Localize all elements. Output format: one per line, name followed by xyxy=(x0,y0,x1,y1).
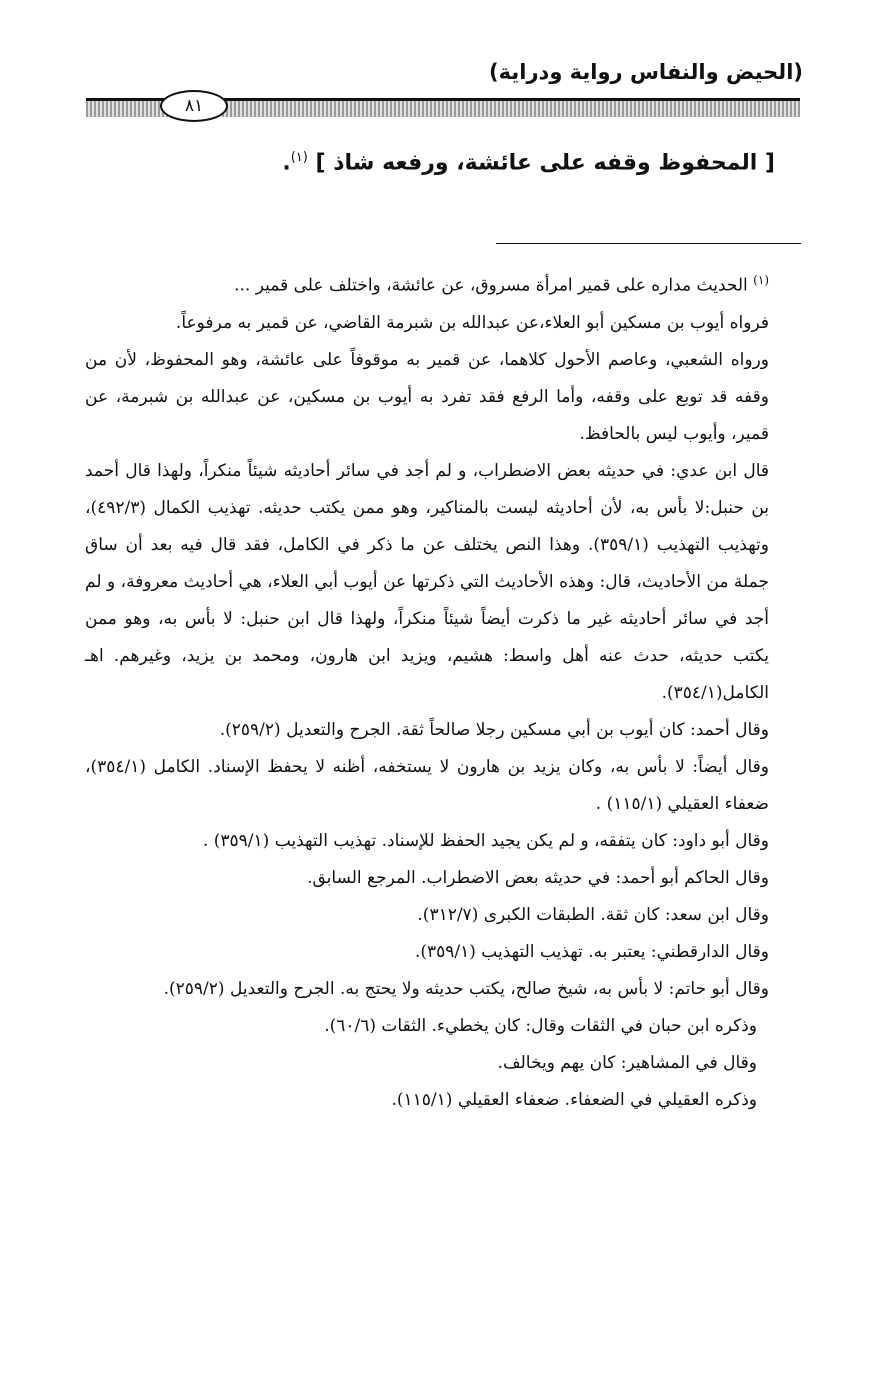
running-header: (الحيض والنفاس رواية ودراية) xyxy=(489,60,803,84)
statement-text: [ المحفوظ وقفه على عائشة، ورفعه شاذ ] xyxy=(315,150,775,176)
footnote-paragraph: قال ابن عدي: في حديثه بعض الاضطراب، و لم أجد في سائر أحاديثه شيئاً منكراً، ولهذا قال أحمد بن حنبل:لا بأس به، لأن أحاديثه ليست بالمناكير، وهو ممن يكتب حديثه. تهذيب الكمال (٤٩٢/٣)، وتهذيب التهذيب (٣٥٩/١). وهذا النص يختلف عن ما ذكر في الكامل، فقد قال فيه بعد أن ساق جملة من الأحاديث، قال: وهذه الأحاديث التي ذكرتها عن أيوب أبي العلاء، هي أحاديث معروفة، و لم أجد في سائر أحاديثه غير ما ذكرت أيضاً شيئاً منكراً، ولهذا قال ابن حنبل: لا بأس به، وهو ممن يكتب حديثه، حدث عنه أهل واسط: هشيم، ويزيد ابن هارون، ومحمد بن يزيد، وغيرهم. اهـ الكامل(٣٥٤/١). xyxy=(85,460,770,703)
footnote-paragraph: فرواه أيوب بن مسكين أبو العلاء،عن عبدالله بن شبرمة القاضي، عن قمير به مرفوعاً. xyxy=(175,312,769,333)
footnote-reference: (١) xyxy=(290,150,308,165)
footnote-paragraph: وذكره العقيلي في الضعفاء. ضعفاء العقيلي (١١٥/١). xyxy=(391,1089,757,1110)
footnote-paragraph: وقال الدارقطني: يعتبر به. تهذيب التهذيب (٣٥٩/١). xyxy=(414,941,769,962)
statement-period: . xyxy=(282,150,291,176)
footnote-paragraph: وقال أبو حاتم: لا بأس به، شيخ صالح، يكتب حديثه ولا يحتج به. الجرح والتعديل (٢٥٩/٢). xyxy=(163,978,769,999)
footnote-separator xyxy=(496,243,801,244)
footnote-paragraph-text: الحديث مداره على قمير امرأة مسروق، عن عائشة، واختلف على قمير ... xyxy=(234,275,748,296)
footnote-paragraph: وقال أبو داود: كان يتفقه، و لم يكن يجيد الحفظ للإسناد. تهذيب التهذيب (٣٥٩/١) . xyxy=(202,830,769,851)
footnote-paragraph xyxy=(85,262,803,305)
footnote-paragraph: وقال ابن سعد: كان ثقة. الطبقات الكبرى (٣١٢/٧). xyxy=(417,904,769,925)
footnote-block xyxy=(85,262,803,1119)
footnote-paragraph: وقال أيضاً: لا بأس به، وكان يزيد بن هارون لا يستخفه، أظنه لا يحفظ الإسناد. الكامل (٣٥٤/١)، ضعفاء العقيلي (١١٥/١) . xyxy=(85,756,769,814)
main-statement xyxy=(282,150,775,175)
footnote-paragraph: وقال في المشاهير: كان يهم ويخالف. xyxy=(497,1052,757,1073)
page-number: ٨١ xyxy=(160,90,228,122)
footnote-marker: (١) xyxy=(753,273,769,287)
footnote-paragraph: وقال الحاكم أبو أحمد: في حديثه بعض الاضطراب. المرجع السابق. xyxy=(307,867,769,888)
footnote-paragraph: وذكره ابن حبان في الثقات وقال: كان يخطيء. الثقات (٦٠/٦). xyxy=(324,1015,757,1036)
footnote-paragraph: ورواه الشعبي، وعاصم الأحول كلاهما، عن قمير به موقوفاً على عائشة، وهو المحفوظ، لأن من وقفه قد توبع على وقفه، وأما الرفع فقد تفرد به أيوب بن مسكين، عن عبدالله بن شبرمة، عن قمير، وأيوب ليس بالحافظ. xyxy=(85,349,769,444)
footnote-paragraph: وقال أحمد: كان أيوب بن أبي مسكين رجلا صالحاً ثقة. الجرح والتعديل (٢٥٩/٢). xyxy=(219,719,769,740)
